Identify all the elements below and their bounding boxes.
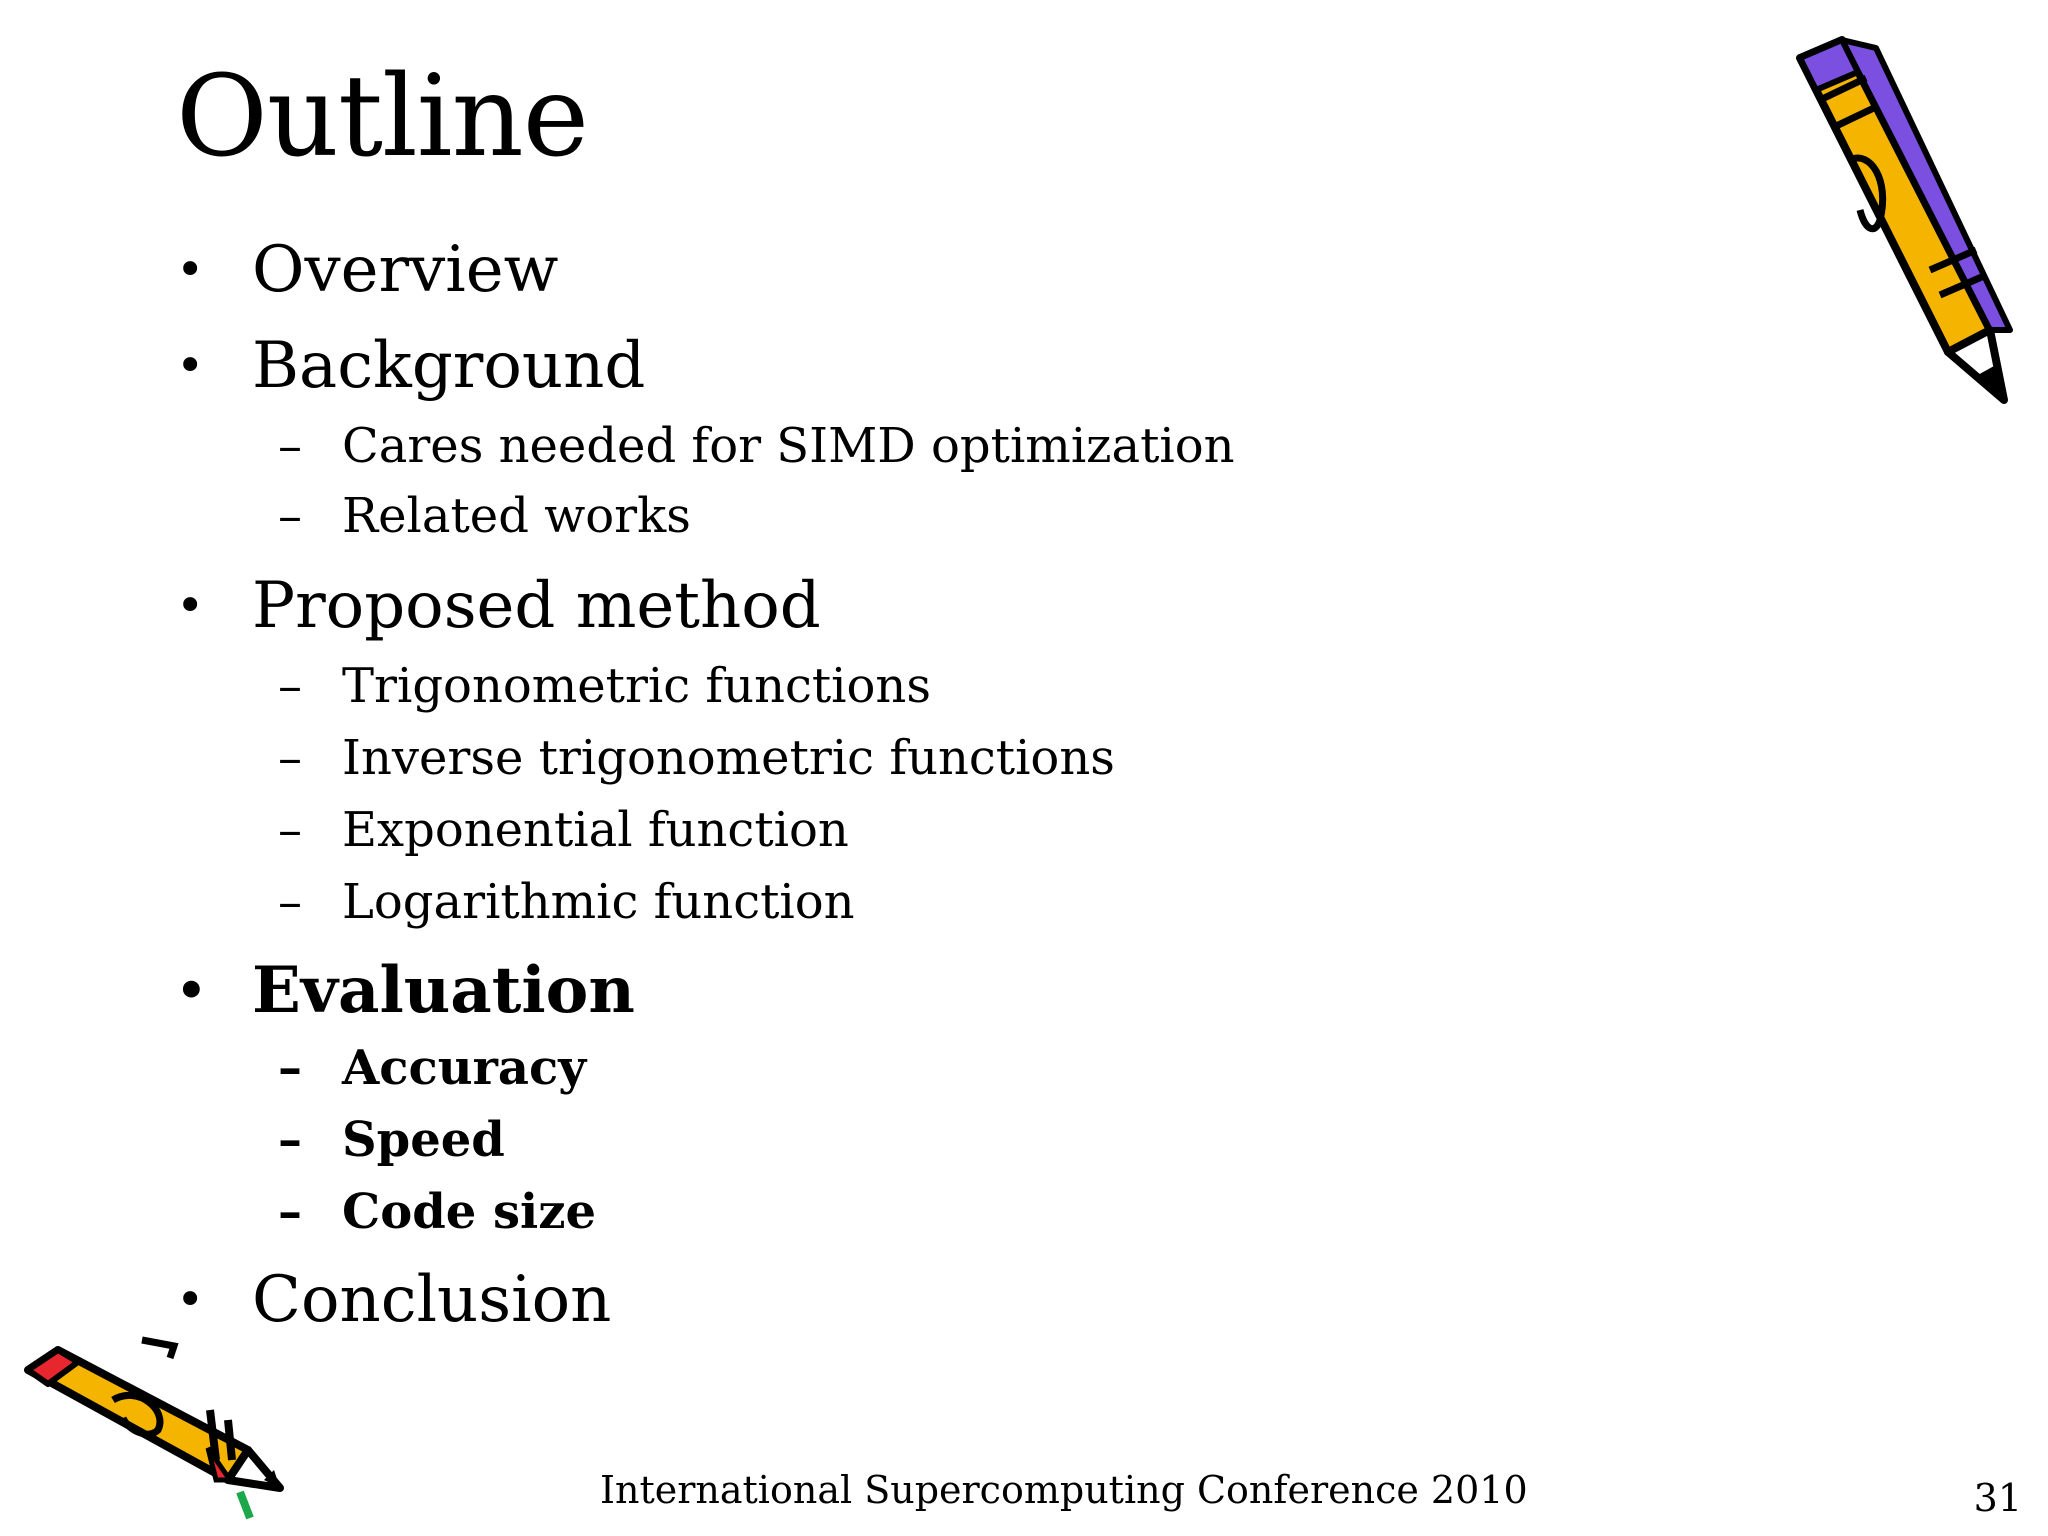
dash-marker: – xyxy=(278,1040,302,1096)
pencil-top-right-shape xyxy=(1800,40,2010,400)
bullet-marker: • xyxy=(176,338,205,394)
outline-subitem-label: Inverse trigonometric functions xyxy=(342,730,1115,786)
outline-subitem-label: Logarithmic function xyxy=(342,874,855,930)
outline-item-label: Evaluation xyxy=(252,953,635,1028)
pencil-icon xyxy=(1780,30,2020,410)
outline-subitem-label: Speed xyxy=(342,1112,505,1168)
pencil-icon xyxy=(18,1330,288,1520)
dash-marker: – xyxy=(278,658,302,714)
dash-marker: – xyxy=(278,1112,302,1168)
slide-title: Outline xyxy=(176,52,589,182)
outline-subitem-label: Accuracy xyxy=(342,1040,587,1096)
outline-item-label: Proposed method xyxy=(252,569,821,643)
bullet-marker: • xyxy=(176,963,207,1019)
dash-marker: – xyxy=(278,1184,302,1240)
outline-subitem-label: Code size xyxy=(342,1184,597,1240)
pencil-bottom-left-shape xyxy=(28,1340,280,1518)
outline-item-label: Overview xyxy=(252,233,559,307)
dash-marker: – xyxy=(278,730,302,786)
outline-subitem-label: Cares needed for SIMD optimization xyxy=(342,418,1235,474)
bullet-marker: • xyxy=(176,578,205,634)
dash-marker: – xyxy=(278,874,302,930)
outline-subitem-label: Exponential function xyxy=(342,802,849,858)
bullet-marker: • xyxy=(176,242,205,298)
dash-marker: – xyxy=(278,802,302,858)
outline-subitem-label: Trigonometric functions xyxy=(342,658,931,714)
bullet-marker: • xyxy=(176,1272,205,1328)
page-number: 31 xyxy=(1973,1476,2022,1520)
footer-text: International Supercomputing Conference 2010 xyxy=(600,1468,1528,1512)
outline-subitem-label: Related works xyxy=(342,488,691,544)
dash-marker: – xyxy=(278,418,302,474)
dash-marker: – xyxy=(278,488,302,544)
outline-item-label: Conclusion xyxy=(252,1263,612,1337)
outline-item-label: Background xyxy=(252,329,646,403)
